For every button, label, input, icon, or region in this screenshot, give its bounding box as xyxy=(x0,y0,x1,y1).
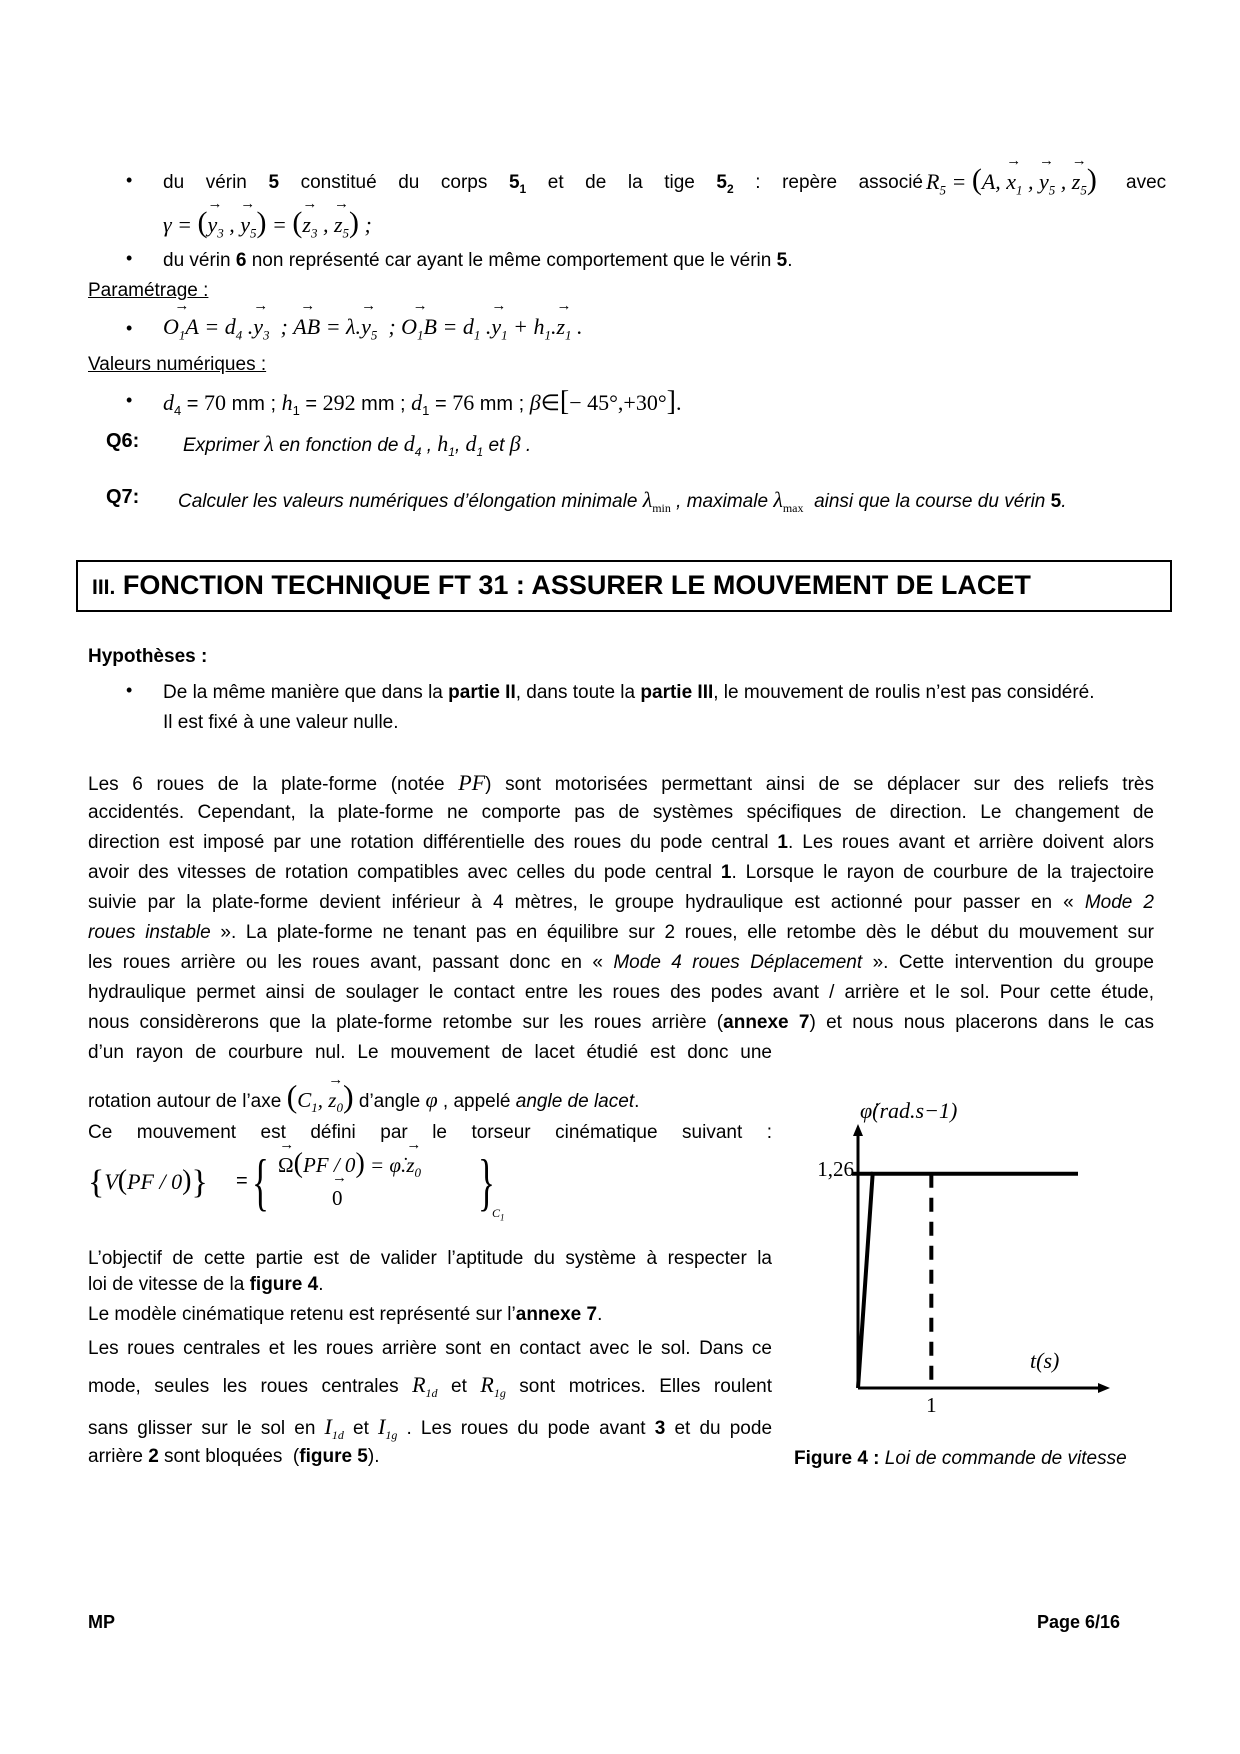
para-line-4: avoir des vitesses de rotation compatibles avec celles du pode central 1. Lorsque le rayon de courbure de la trajectoire xyxy=(88,862,1155,883)
para-line-2: accidentés. Cependant, la plate-forme ne comporte pas de systèmes spécifiques de direction. Le changement de xyxy=(88,802,1154,823)
bullet-dot: • xyxy=(126,390,133,410)
hypotheses-label: Hypothèses : xyxy=(88,646,208,667)
left-line-4: L’objectif de cette partie est de valider l’aptitude du système à respecter la xyxy=(88,1248,772,1269)
para-line-1: Les 6 roues de la plate-forme (notée PF) sont motorisées permettant ainsi de se déplacer sur des reliefs très xyxy=(88,770,1154,795)
hypotheses-line2: Il est fixé à une valeur nulle. xyxy=(163,712,399,733)
parametrage-label: Paramétrage : xyxy=(88,280,209,301)
footer-left: MP xyxy=(88,1612,115,1632)
bullet-dot: • xyxy=(126,248,133,268)
bullet-dot: • xyxy=(126,680,133,700)
valeurs-formula: $d_4 = 70$ mm ; $h_1 = 292$ mm ; $d_1 = 76$ mm ; β∈[− 45°,+30°]. xyxy=(163,386,682,418)
section-title-text: FONCTION TECHNIQUE FT 31 : ASSURER LE MOUVEMENT DE LACET xyxy=(122,570,1031,600)
verin6-bullet: du vérin 6 non représenté car ayant le même comportement que le vérin 5. xyxy=(163,250,793,271)
left-line-7: Les roues centrales et les roues arrière sont en contact avec le sol. Dans ce xyxy=(88,1338,772,1359)
q7-text: Calculer les valeurs numériques d’élongation minimale $\lambda_{min}$ , maximale $\lambda_{max}$ ainsi que la course du vérin 5. xyxy=(178,487,1067,515)
left-line-2: rotation autour de l’axe ($C_1$, → $z_0$) d’angle φ , appelé angle de lacet. xyxy=(88,1078,639,1116)
x-tick-label: 1 xyxy=(926,1393,937,1417)
bullet-dot: • xyxy=(126,170,133,190)
left-line-5: loi de vitesse de la figure 4. xyxy=(88,1274,324,1295)
figure-4-caption-text: Loi de commande de vitesse xyxy=(884,1448,1127,1469)
footer-page-number: Page 6/16 xyxy=(1037,1612,1121,1632)
para-line-6: roues instable ». La plate-forme ne tenant pas en équilibre sur 2 roues, elle retombe dès le début du mouvement sur xyxy=(88,922,1155,943)
x-axis-label: t(s) xyxy=(1030,1348,1060,1373)
left-line-3: Ce mouvement est défini par le torseur cinématique suivant : xyxy=(88,1122,772,1143)
left-line-8: mode, seules les roues centrales $R_{1d}$ et $R_{1g}$ sont motrices. Elles roulent xyxy=(88,1372,773,1400)
para-line-5: suivie par la plate-forme devient inférieur à 4 mètres, le groupe hydraulique est actionné pour passer en « Mode 2 xyxy=(88,892,1155,913)
bullet-dot: • xyxy=(126,318,133,338)
left-line-1: d’un rayon de courbure nul. Le mouvement de lacet étudié est donc une xyxy=(88,1042,772,1063)
y-axis-arrow xyxy=(853,1124,863,1136)
left-line-6: Le modèle cinématique retenu est représenté sur l’annexe 7. xyxy=(88,1304,603,1325)
para-line-3: direction est imposé par une rotation différentielle des roues du pode central 1. Les roues avant et arrière doivent alors xyxy=(88,832,1154,853)
repere-r5-formula: $R_5 = (A$, → $x_1$ , → $y_5$ , → $z_5$) xyxy=(926,163,1097,198)
figure-4-chart xyxy=(780,1090,1120,1420)
parametrage-formula: → $O_1A = d_4$ .→ $y_3$ ; → AB = $\lambda.\to y_5$ ; → $O_1B = d_1$ .→ $y_1 + h_1.\to z_1$ . xyxy=(163,314,583,343)
torseur-formula: {V(PF / 0)} = { → Ω(PF / 0) = φ̇.→ $z_0$ → 0 } $C_1$ xyxy=(88,1148,448,1224)
valeurs-label: Valeurs numériques : xyxy=(88,354,267,375)
y-tick-label: 1,26 xyxy=(817,1156,854,1181)
avec-word: avec xyxy=(1126,172,1167,193)
gamma-definition: γ = (→ $y_3$ , → $y_5$) = (→ $z_3$ , → $z_5$) ; xyxy=(163,206,372,241)
hypotheses-line1: De la même manière que dans la partie II, dans toute la partie III, le mouvement de roulis n’est pas considéré. xyxy=(163,682,1095,703)
y-axis-label: φ̇(rad.s−1) xyxy=(860,1098,958,1123)
para-line-9: nous considèrerons que la plate-forme retombe sur les roues arrière (annexe 7) et nous nous placerons dans le cas xyxy=(88,1012,1155,1033)
para-line-7: les roues arrière ou les roues avant, passant donc en « Mode 4 roues Déplacement ». Cette intervention du groupe xyxy=(88,952,1154,973)
verin5-text: du vérin 5 constitué du corps $5_1$ et de la tige $5_2$ : repère associé xyxy=(163,172,924,196)
figure-4-caption-label: Figure 4 : xyxy=(794,1448,880,1469)
left-line-9: sans glisser sur le sol en $I_{1d}$ et $I_{1g}$ . Les roues du pode avant 3 et du pode xyxy=(88,1414,773,1442)
section-header-box xyxy=(76,560,1172,612)
left-line-10: arrière 2 sont bloquées (figure 5). xyxy=(88,1446,380,1467)
section-number: III. xyxy=(92,576,116,599)
q7-label: Q7: xyxy=(106,486,140,508)
para-line-8: hydraulique permet ainsi de soulager le contact entre les roues des podes avant / arrière et le sol. Pour cette étude, xyxy=(88,982,1154,1003)
x-axis-arrow xyxy=(1098,1383,1110,1393)
q6-text: Exprimer λ en fonction de $d_4$ , $h_1$, $d_1$ et β . xyxy=(183,431,532,459)
q6-label: Q6: xyxy=(106,430,140,452)
figure-4-caption xyxy=(794,1448,1127,1470)
section-title xyxy=(92,570,1031,601)
